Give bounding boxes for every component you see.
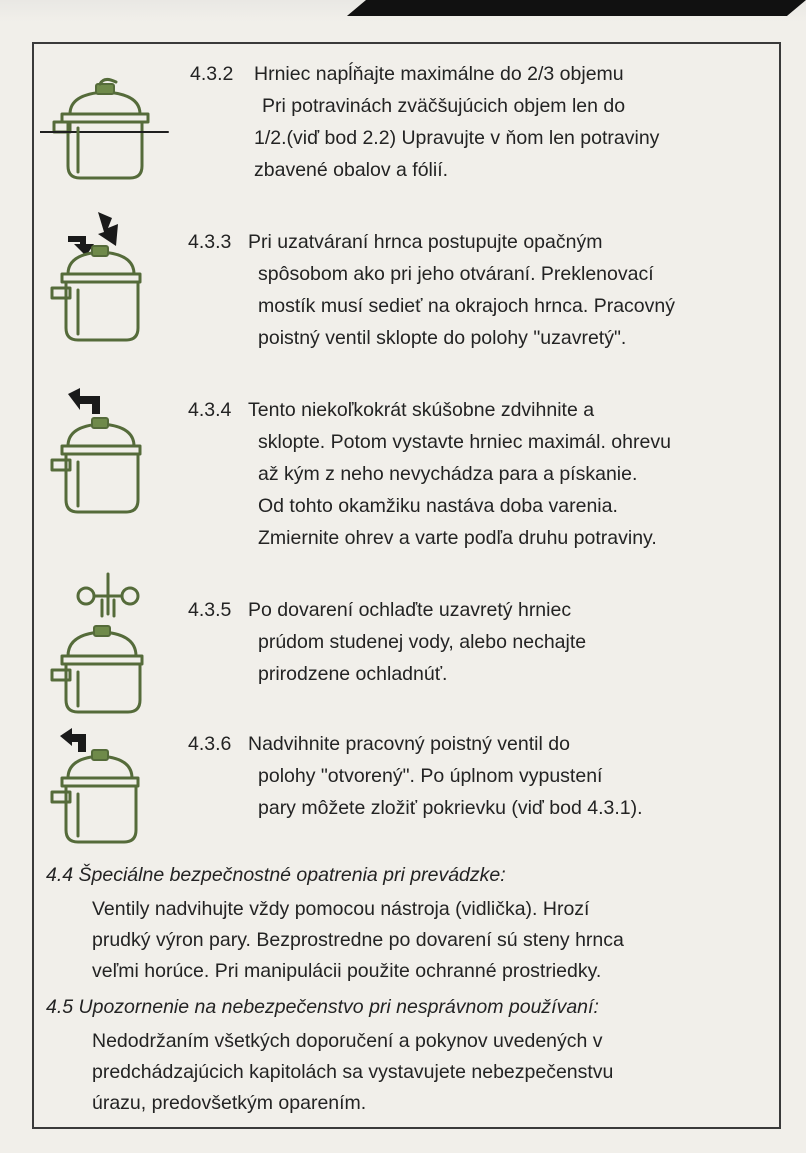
item-line: Nadvihnite pracovný poistný ventil do: [248, 733, 570, 755]
item-line: polohy "otvorený". Po úplnom vypustení: [258, 765, 603, 787]
item-line: Od tohto okamžiku nastáva doba varenia.: [258, 495, 618, 517]
section-line: Nedodržaním všetkých doporučení a pokynov uvedených v: [92, 1030, 603, 1052]
item-code: 4.3.5: [188, 599, 232, 621]
item-line: až kým z neho nevychádza para a pískanie.: [258, 463, 638, 485]
item-line: Hrniec napĺňajte maximálne do 2/3 objemu: [254, 63, 624, 85]
item-text: [248, 594, 586, 690]
scan-shadow: [347, 0, 806, 16]
section-heading: 4.4 Špeciálne bezpečnostné opatrenia pri prevádzke:: [46, 864, 506, 886]
section-body: [92, 1026, 613, 1119]
section-line: veľmi horúce. Pri manipulácii použite ochranné prostriedky.: [92, 960, 602, 982]
pot-valve-open-icon: [50, 726, 150, 846]
item-line: Zmiernite ohrev a varte podľa druhu potraviny.: [258, 527, 657, 549]
pot-closing-lid-icon: [46, 212, 156, 344]
item-line: Pri uzatváraní hrnca postupujte opačným: [248, 231, 603, 253]
item-code: 4.3.6: [188, 733, 232, 755]
item-line: Po dovarení ochlaďte uzavretý hrniec: [248, 599, 572, 621]
item-line: pary môžete zložiť pokrievku (viď bod 4.3.1).: [258, 797, 643, 819]
pot-cooling-water-icon: [44, 566, 154, 716]
item-line: spôsobom ako pri jeho otváraní. Preklenovací: [258, 263, 654, 285]
item-line: 1/2.(viď bod 2.2) Upravujte v ňom len potraviny: [254, 127, 660, 149]
item-line: prirodzene ochladnúť.: [258, 663, 448, 685]
section-line: Ventily nadvihujte vždy pomocou nástroja (vidlička). Hrozí: [92, 898, 590, 920]
section-line: predchádzajúcich kapitolách sa vystavujete nebezpečenstvu: [92, 1061, 614, 1083]
item-line: mostík musí sedieť na okrajoch hrnca. Pracovný: [258, 295, 675, 317]
item-line: Pri potravinách zväčšujúcich objem len do: [262, 95, 626, 117]
item-code: 4.3.2: [190, 63, 234, 85]
section-heading: 4.5 Upozornenie na nebezpečenstvo pri nesprávnom používaní:: [46, 996, 599, 1018]
item-line: Tento niekoľkokrát skúšobne zdvihnite a: [248, 399, 595, 421]
pot-fill-level-icon: [40, 76, 170, 184]
item-line: prúdom studenej vody, alebo nechajte: [258, 631, 587, 653]
section-line: prudký výron pary. Bezprostredne po dovarení sú steny hrnca: [92, 929, 624, 951]
item-line: poistný ventil sklopte do polohy "uzavretý".: [258, 327, 627, 349]
item-text: [248, 728, 643, 824]
section-line: úrazu, predovšetkým oparením.: [92, 1092, 367, 1114]
item-code: 4.3.3: [188, 231, 232, 253]
pot-valve-lift-icon: [46, 388, 156, 516]
item-text: [248, 394, 671, 554]
item-text: [248, 226, 675, 354]
item-code: 4.3.4: [188, 399, 232, 421]
item-line: zbavené obalov a fólií.: [254, 159, 449, 181]
item-text: [254, 58, 659, 186]
item-line: sklopte. Potom vystavte hrniec maximál. ohrevu: [258, 431, 671, 453]
section-body: [92, 894, 624, 987]
